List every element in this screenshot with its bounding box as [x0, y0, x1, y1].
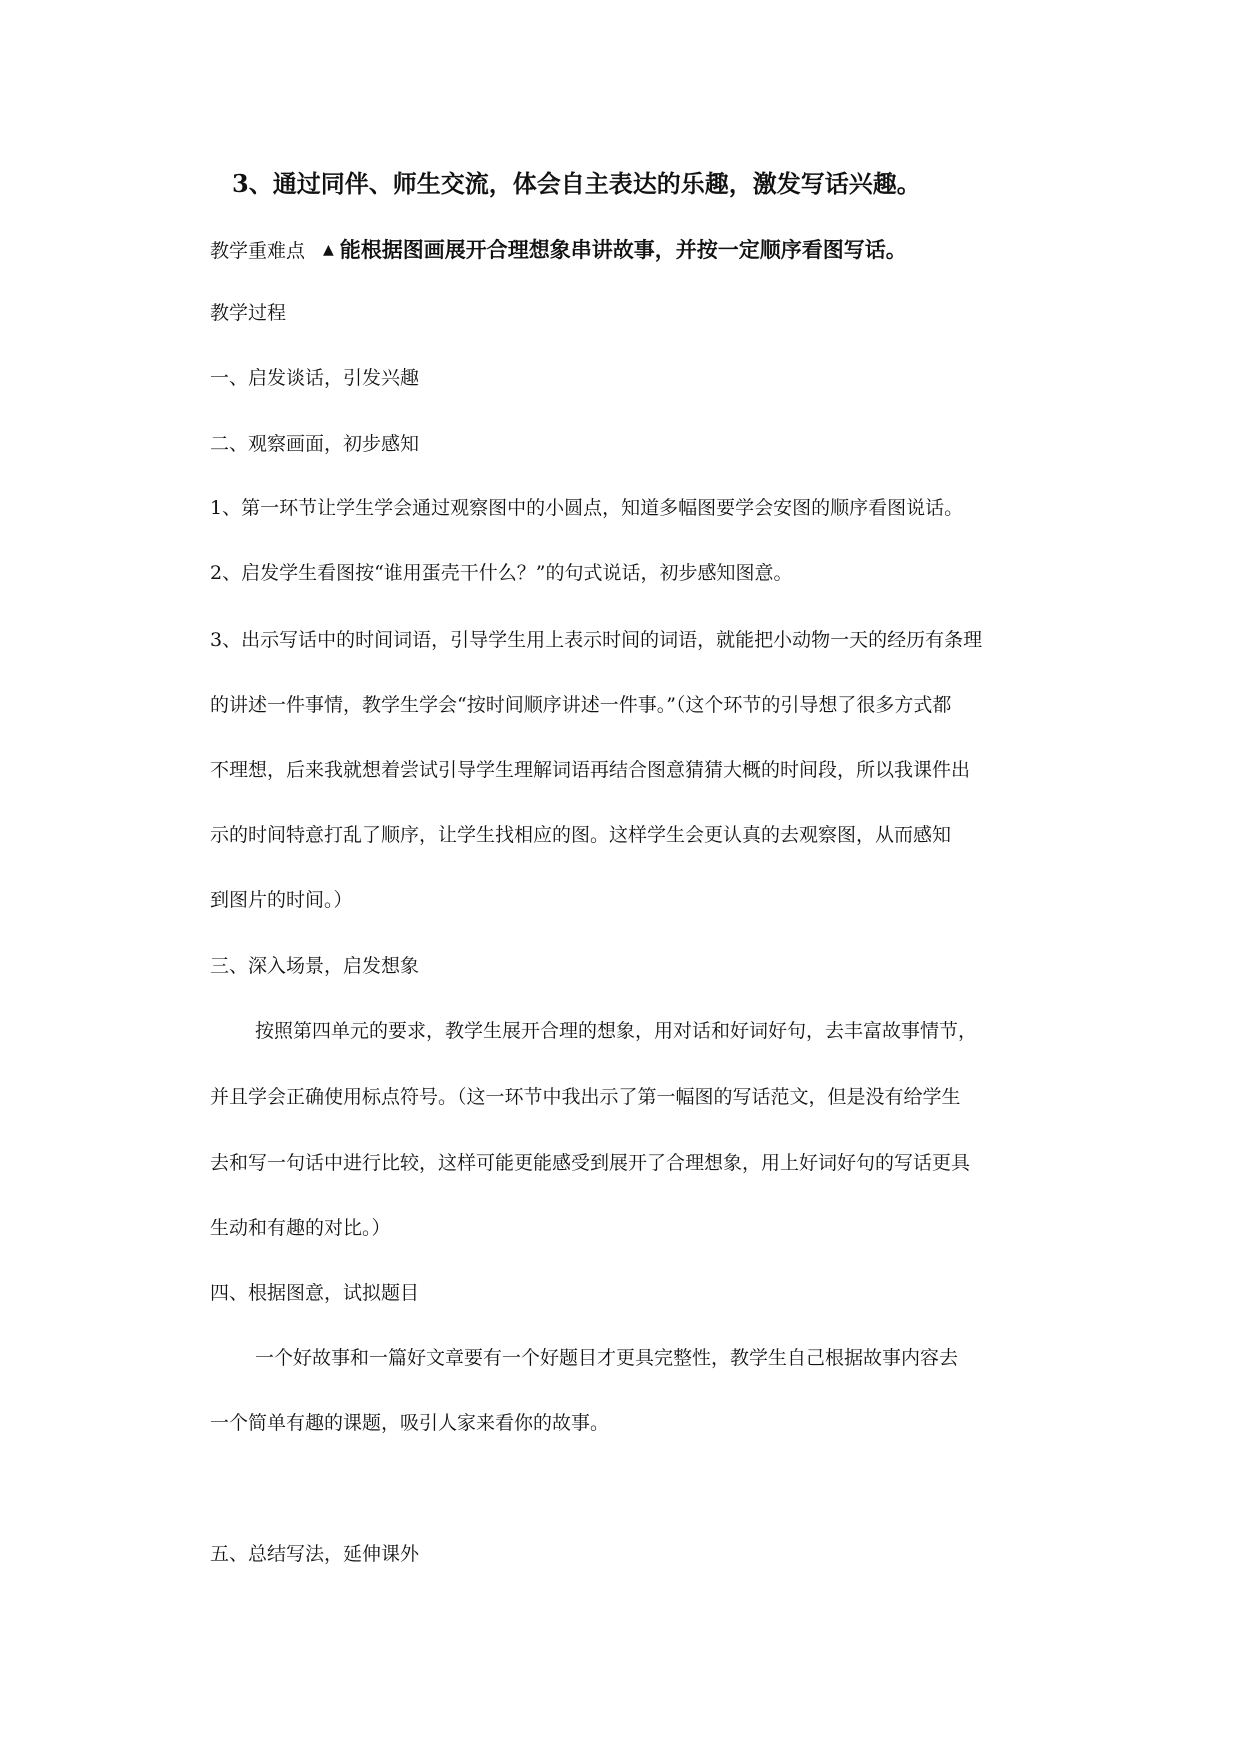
- paragraph-line: 并且学会正确使用标点符号。（这一环节中我出示了第一幅图的写话范文，但是没有给学生: [210, 1086, 961, 1108]
- section-4-heading: 四、根据图意，试拟题目: [210, 1282, 420, 1304]
- paragraph-line: 去和写一句话中进行比较，这样可能更能感受到展开了合理想象，用上好词好句的写话更具: [210, 1152, 971, 1174]
- section-2-heading: 二、观察画面，初步感知: [210, 433, 420, 455]
- triangle-marker-icon: ▲: [323, 242, 334, 258]
- paragraph-line: 示的时间特意打乱了顺序，让学生找相应的图。这样学生会更认真的去观察图，从而感知: [210, 824, 952, 846]
- paragraph-line: 到图片的时间。）: [210, 889, 353, 911]
- paragraph-line: 一个简单有趣的课题，吸引人家来看你的故事。: [210, 1412, 610, 1434]
- paragraph-line: 3、出示写话中的时间词语，引导学生用上表示时间的词语，就能把小动物一天的经历有条理: [210, 629, 983, 651]
- key-points-text: 能根据图画展开合理想象串讲故事，并按一定顺序看图写话。: [339, 237, 907, 262]
- paragraph-line: 按照第四单元的要求，教学生展开合理的想象，用对话和好词好句，去丰富故事情节，: [255, 1020, 978, 1042]
- section-1-heading: 一、启发谈话，引发兴趣: [210, 367, 420, 389]
- paragraph-line: 生动和有趣的对比。）: [210, 1217, 391, 1239]
- key-points-line: [210, 238, 907, 263]
- section-5-heading: 五、总结写法，延伸课外: [210, 1543, 420, 1565]
- paragraph-line: 的讲述一件事情，教学生学会“按时间顺序讲述一件事。”（这个环节的引导想了很多方式都: [210, 694, 952, 716]
- objective-3: 3、通过同伴、师生交流，体会自主表达的乐趣，激发写话兴趣。: [232, 169, 921, 198]
- paragraph-line: 1、第一环节让学生学会通过观察图中的小圆点，知道多幅图要学会安图的顺序看图说话。: [210, 497, 964, 519]
- process-title: 教学过程: [210, 302, 287, 324]
- key-points-label: 教学重难点: [210, 240, 306, 262]
- paragraph-line: 不理想，后来我就想着尝试引导学生理解词语再结合图意猜猜大概的时间段，所以我课件出: [210, 759, 971, 781]
- paragraph-line: 2、启发学生看图按“谁用蛋壳干什么？”的句式说话，初步感知图意。: [210, 562, 793, 584]
- section-3-heading: 三、深入场景，启发想象: [210, 955, 420, 977]
- paragraph-line: 一个好故事和一篇好文章要有一个好题目才更具完整性，教学生自己根据故事内容去: [255, 1347, 959, 1369]
